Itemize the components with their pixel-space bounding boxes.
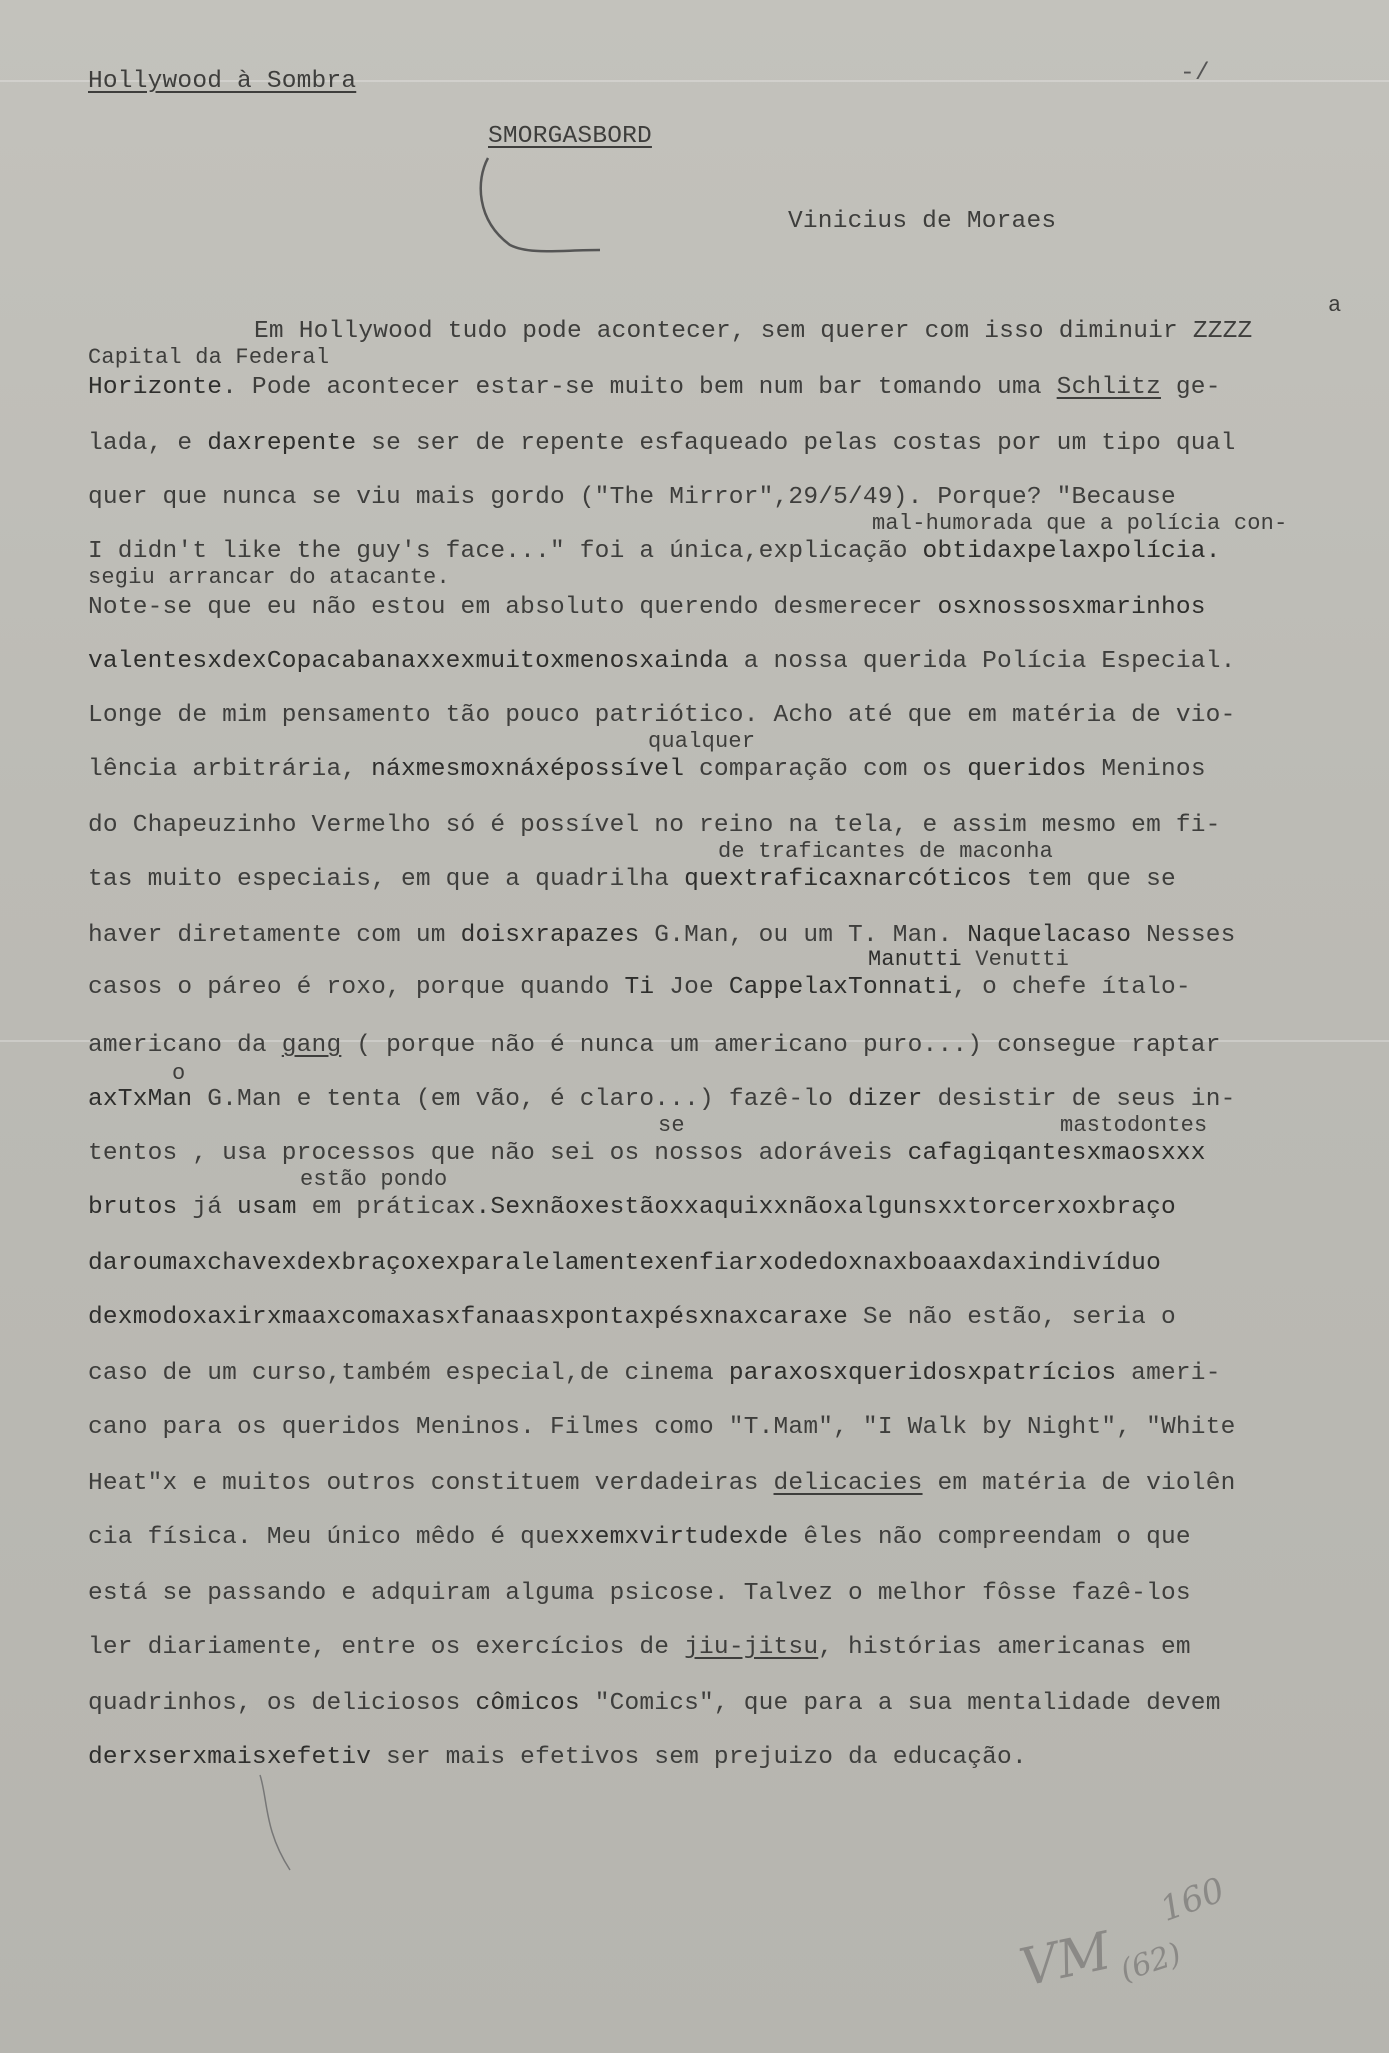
text-line-27: quadrinhos, os deliciosos cômicos "Comics", que para a sua mentalidade devem [88, 1690, 1221, 1717]
pencil-number: 160 [1155, 1870, 1230, 1930]
text-line-18: brutos já usam em práticax.Sexnãoxestãoxxaquixxnãoxalgunsxxtorcerxoxbraço [88, 1194, 1176, 1221]
text-line-20: dexmodoxaxirxmaaxcomaxasxfanaasxpontaxpésxnaxcaraxe Se não estão, seria o [88, 1304, 1176, 1331]
text-line-4: quer que nunca se viu mais gordo ("The Mirror",29/5/49). Porque? "Because [88, 484, 1176, 511]
text-line-7: Note-se que eu não estou em absoluto querendo desmerecer osxnossosxmarinhos [88, 594, 1206, 621]
insertion-o: o [172, 1061, 186, 1086]
text-line-16: axTxMan G.Man e tenta (em vão, é claro...) fazê-lo dizer desistir de seus in- [88, 1086, 1236, 1113]
text-line-10: lência arbitrária, náxmesmoxnáxépossível comparação com os queridos Meninos [88, 756, 1206, 783]
pencil-initials: VM [1014, 1921, 1117, 1999]
page-mark: -/ [1180, 60, 1210, 87]
text-line-9: Longe de mim pensamento tão pouco patriótico. Acho até que em matéria de vio- [88, 702, 1236, 729]
text-line-17: tentos , usa processos que não sei os nossos adoráveis cafagiqantesxmaosxxx [88, 1140, 1206, 1167]
text-line-28: derxserxmaisxefetiv ser mais efetivos sem prejuizo da educação. [88, 1744, 1027, 1771]
series-title: Hollywood à Sombra [88, 68, 357, 95]
insertion-segiu: segiu arrancar do atacante. [88, 565, 450, 590]
text-line-22: cano para os queridos Meninos. Filmes como "T.Mam", "I Walk by Night", "White [88, 1414, 1236, 1441]
text-line-15: americano da gang ( porque não é nunca um americano puro...) consegue raptar [88, 1032, 1221, 1059]
text-line-13: haver diretamente com um doisxrapazes G.Man, ou um T. Man. Naquelacaso Nesses [88, 922, 1236, 949]
author-name: Vinicius de Moraes [788, 208, 1057, 235]
text-line-1: Em Hollywood tudo pode acontecer, sem querer com isso diminuir ZZZZ [254, 318, 1253, 345]
insertion-se: se [658, 1113, 685, 1138]
text-line-25: está se passando e adquiram alguma psicose. Talvez o melhor fôsse fazê-los [88, 1580, 1191, 1607]
insertion-a: a [1328, 293, 1342, 318]
text-line-5: I didn't like the guy's face..." foi a única,explicação obtidaxpelaxpolícia. [88, 538, 1221, 565]
text-line-3: lada, e daxrepente se ser de repente esfaqueado pelas costas por um tipo qual [88, 430, 1236, 457]
insertion-estao-pondo: estão pondo [300, 1167, 448, 1192]
text-line-11: do Chapeuzinho Vermelho só é possível no reino na tela, e assim mesmo em fi- [88, 812, 1221, 839]
insertion-capital: Capital da Federal [88, 345, 330, 370]
text-line-19: daroumaxchavexdexbraçoxexparalelamentexenfiarxodedoxnaxboaaxdaxindivíduo [88, 1250, 1161, 1277]
text-line-21: caso de um curso,também especial,de cinema paraxosxqueridosxpatrícios ameri- [88, 1360, 1221, 1387]
pencil-ref: (62) [1116, 1936, 1186, 1989]
insertion-venutti: Manutti Venutti [868, 947, 1070, 972]
bracket-mark-icon [470, 150, 610, 260]
text-line-23: Heat"x e muitos outros constituem verdadeiras delicacies em matéria de violên [88, 1470, 1236, 1497]
text-line-26: ler diariamente, entre os exercícios de jiu-jitsu, histórias americanas em [88, 1634, 1191, 1661]
insertion-mastodontes: mastodontes [1060, 1113, 1208, 1138]
insertion-mal-humorada: mal-humorada que a polícia con- [872, 511, 1288, 536]
text-line-14: casos o páreo é roxo, porque quando Ti Joe CappelaxTonnati, o chefe ítalo- [88, 974, 1191, 1001]
insertion-traficantes: de traficantes de maconha [718, 839, 1054, 864]
insertion-qualquer: qualquer [648, 729, 756, 754]
text-line-12: tas muito especiais, em que a quadrilha quextraficaxnarcóticos tem que se [88, 866, 1176, 893]
text-line-2: Horizonte. Pode acontecer estar-se muito bem num bar tomando uma Schlitz ge- [88, 374, 1221, 401]
text-line-24: cia física. Meu único mêdo é quexxemxvirtudexde êles não compreendam o que [88, 1524, 1191, 1551]
pencil-stroke-icon [250, 1770, 310, 1880]
document-title: SMORGASBORD [488, 123, 652, 150]
text-line-8: valentesxdexCopacabanaxxexmuitoxmenosxainda a nossa querida Polícia Especial. [88, 648, 1236, 675]
